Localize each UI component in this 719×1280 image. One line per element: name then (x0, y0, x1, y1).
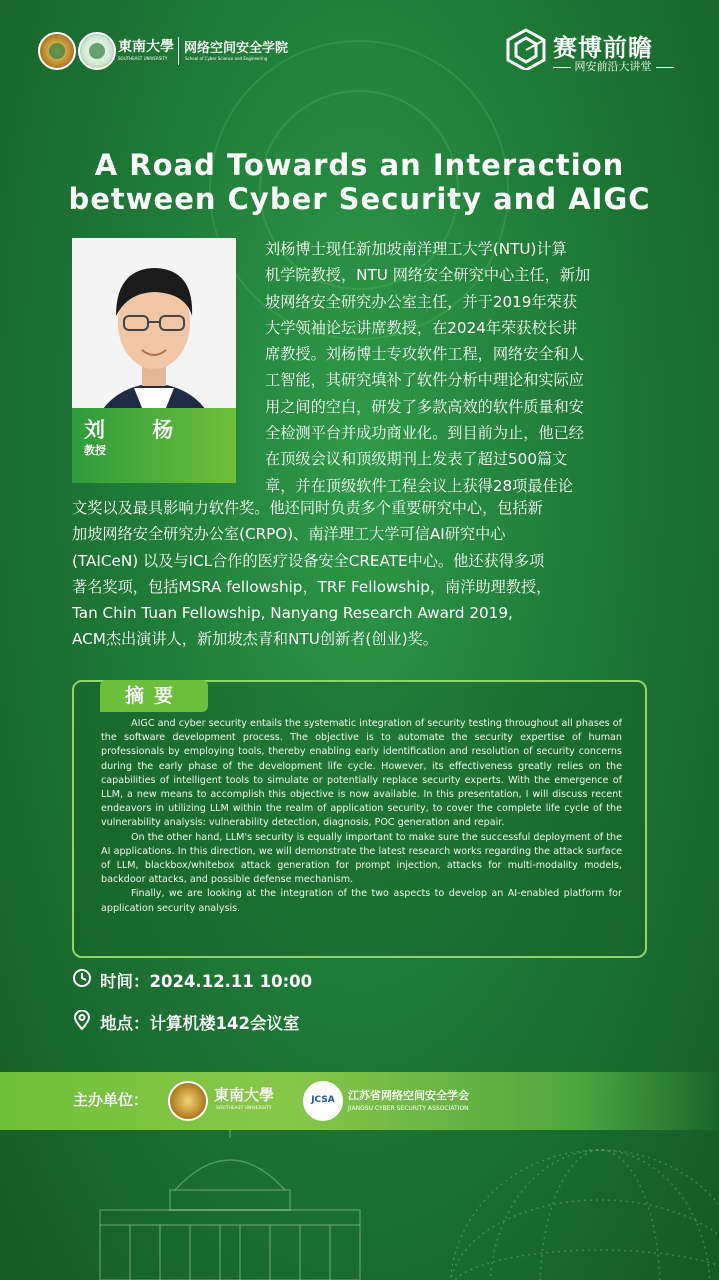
abstract-heading: 摘要 (100, 680, 208, 712)
clock-icon (72, 968, 92, 988)
brand-cube-icon (505, 28, 547, 70)
jcsa-emblem-text: JCSA (311, 1095, 335, 1105)
speaker-name-band (72, 408, 236, 483)
school-logo-icon (78, 32, 116, 70)
bio-line: 席教授。刘杨博士专攻软件工程，网络安全和人 (265, 345, 584, 364)
bio-line: 全检测平台并成功商业化。到目前为止，他已经 (265, 424, 584, 443)
header-school-name: 网络空间安全学院 (184, 41, 289, 56)
talk-title-line2: between Cyber Security and AIGC (68, 182, 651, 216)
abstract-paragraph: Finally, we are looking at the integration of the two aspects to develop an AI-enabled platform for application security analysis. (101, 888, 622, 914)
brand-subtitle: 网安前沿大讲堂 (548, 58, 678, 74)
abstract-paragraph: On the other hand, LLM's security is equally important to make sure the successful deployment of the AI applications. In this direction, we will demonstrate the latest research works regarding the attack surface of LLM, blackbox/whitebox attack generation for prompt injection, attacks for multi-modality models, backdoor attacks, and possible defense mechanism. (101, 831, 622, 886)
abstract-paragraph: AIGC and cyber security entails the systematic integration of security testing throughout all phases of the software development process. The objective is to automate the security expertise of human professionals by employing tools, thereby enabling early identification and resolution of security concerns during the early phase of the development life cycle. However, its effectiveness greatly relies on the capabilities of intelligent tools to simulate or potentially replace security experts. With the emergence of LLM, a new means to accomplish this objective is now available. In this presentation, I will discuss recent endeavors in utilizing LLM within the realm of application security, to cover the complete life cycle of the vulnerability analysis: vulnerability detection, diagnosis, POC generation and repair. (101, 718, 622, 829)
speaker-photo (72, 238, 236, 483)
brand-title: 赛博前瞻 (553, 34, 653, 62)
header-university-name: 東南大學 (118, 39, 174, 55)
bio-line: (TAICeN) 以及与ICL合作的医疗设备安全CREATE中心。他还获得多项 (72, 551, 545, 570)
jcsa-emblem-icon (303, 1081, 343, 1121)
globe-dots-icon (440, 1130, 719, 1280)
talk-title-line1: A Road Towards an Interaction (94, 148, 625, 182)
organizer-jcsa-sub: JIANGSU CYBER SECURITY ASSOCIATION (348, 1105, 469, 1112)
seu-logo-icon (38, 32, 76, 70)
speaker-bio-bottom (72, 495, 662, 653)
bio-line: 坡网络安全研究办公室主任，并于2019年荣获 (265, 292, 578, 311)
organizers-label: 主办单位： (73, 1091, 149, 1109)
event-time: 时间：2024.12.11 10:00 (100, 972, 313, 991)
bio-line: 刘杨博士现任新加坡南洋理工大学(NTU)计算 (265, 240, 567, 258)
bio-line: 用之间的空白，研发了多款高效的软件质量和安 (265, 397, 584, 416)
event-place: 地点：计算机楼142会议室 (100, 1014, 300, 1033)
bio-line: 文奖以及最具影响力软件奖。他还同时负责多个重要研究中心，包括新 (72, 499, 543, 517)
bio-line: ACM杰出演讲人，新加坡杰青和NTU创新者(创业)奖。 (72, 630, 438, 649)
header (0, 28, 719, 78)
location-pin-icon (72, 1010, 92, 1030)
organizer-seu-sub: SOUTHEAST UNIVERSITY (216, 1106, 272, 1111)
talk-title (20, 148, 699, 216)
bio-line: 机学院教授，NTU 网络安全研究中心主任，新加 (265, 266, 591, 285)
seu-emblem-icon (168, 1081, 208, 1121)
bio-line: Tan Chin Tuan Fellowship, Nanyang Research Award 2019, (72, 604, 513, 623)
organizer-jcsa-name: 江苏省网络空间安全学会 (348, 1089, 469, 1102)
bio-line: 在顶级会议和顶级期刊上发表了超过500篇文 (265, 450, 568, 469)
header-university-sub: SOUTHEAST UNIVERSITY (118, 56, 168, 61)
bio-line: 章，并在顶级软件工程会议上获得28项最佳论 (265, 476, 573, 495)
speaker-name: 刘 杨 (84, 418, 194, 442)
header-divider (178, 37, 179, 65)
bio-line: 工智能，其研究填补了软件分析中理论和实际应 (265, 371, 584, 390)
auditorium-illustration-icon (80, 1130, 380, 1280)
organizers-band (0, 1072, 719, 1130)
abstract-box (72, 680, 647, 958)
bio-line: 大学领袖论坛讲席教授，在2024年荣获校长讲 (265, 318, 578, 337)
bio-line: 加坡网络安全研究办公室(CRPO)、南洋理工大学可信AI研究中心 (72, 525, 506, 544)
bio-line: 著名奖项，包括MSRA fellowship，TRF Fellowship，南洋助理教授， (72, 577, 552, 596)
header-school-sub: School of Cyber Science and Engineering (185, 56, 268, 61)
speaker-role: 教授 (84, 444, 106, 457)
speaker-bio-top (265, 236, 649, 499)
abstract-text (101, 717, 622, 916)
organizer-seu-name: 東南大學 (214, 1086, 275, 1104)
